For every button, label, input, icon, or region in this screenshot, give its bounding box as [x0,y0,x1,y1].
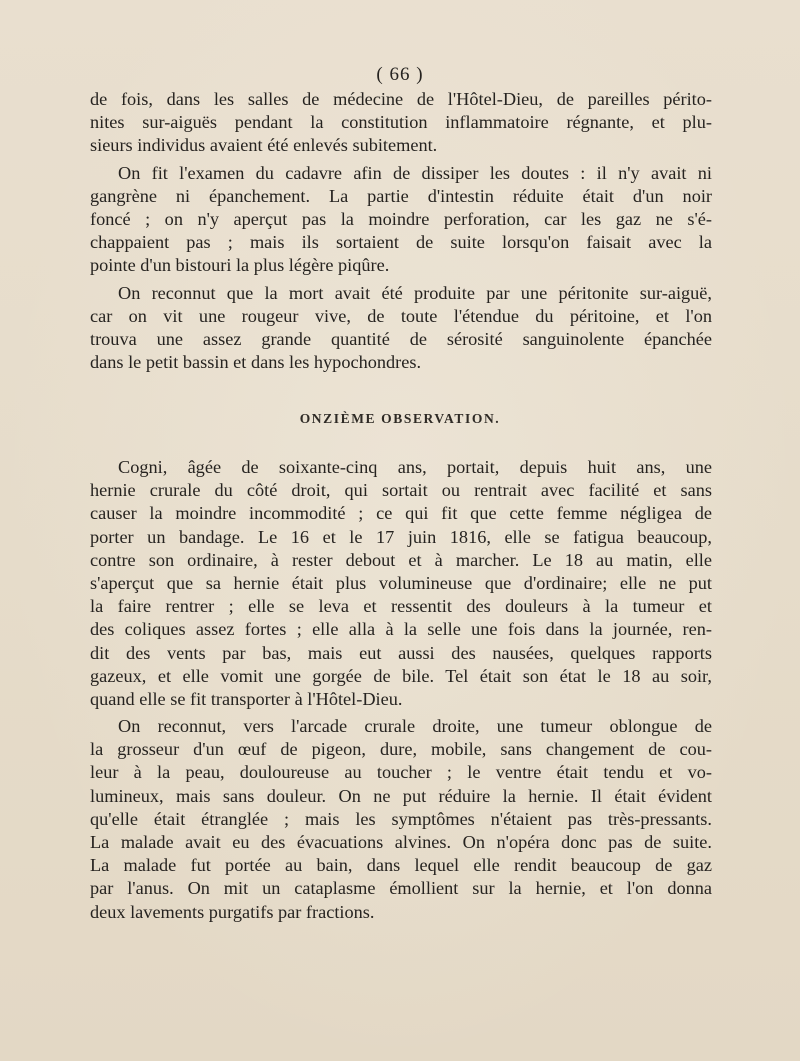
body-text-top [90,88,712,374]
text-line: trouva une assez grande quantité de sérosité sanguinolente épanchée [90,328,712,349]
text-line: quand elle se fit transporter à l'Hôtel-Dieu. [90,688,403,709]
text-line: leur à la peau, douloureuse au toucher ; le ventre était tendu et vo- [90,762,712,783]
text-line: dit des vents par bas, mais eut aussi des nausées, quelques rapports [90,642,712,663]
text-line: gazeux, et elle vomit une gorgée de bile. Tel était son état le 18 au soir, [90,665,712,686]
text-line: On fit l'examen du cadavre afin de dissiper les doutes : il n'y avait ni [118,162,712,183]
text-line: pointe d'un bistouri la plus légère piqûre. [90,255,390,276]
text-line: gangrène ni épanchement. La partie d'intestin réduite était d'un noir [90,185,712,206]
paragraph [90,715,712,924]
text-line: deux lavements purgatifs par fractions. [90,901,375,922]
text-line: de fois, dans les salles de médecine de l'Hôtel-Dieu, de pareilles périto- [90,89,712,109]
text-line: la faire rentrer ; elle se leva et ressentit des douleurs à la tumeur et [90,596,712,617]
text-line: On reconnut que la mort avait été produite par une péritonite sur-aiguë, [118,282,712,303]
text-line: la grosseur d'un œuf de pigeon, dure, mobile, sans changement de cou- [90,739,712,760]
text-line: La malade avait eu des évacuations alvines. On n'opéra donc pas de suite. [90,832,712,852]
text-line: lumineux, mais sans douleur. On ne put réduire la hernie. Il était évident [90,785,712,806]
text-line: foncé ; on n'y aperçut pas la moindre perforation, car les gaz ne s'é- [90,208,712,229]
page-number: ( 66 ) [376,64,424,85]
text-line: car on vit une rougeur vive, de toute l'étendue du péritoine, et l'on [90,305,712,326]
text-line: On reconnut, vers l'arcade crurale droite, une tumeur oblongue de [118,716,712,737]
paragraph [90,162,712,278]
text-line: hernie crurale du côté droit, qui sortait ou rentrait avec facilité et sans [90,480,712,501]
text-line: des coliques assez fortes ; elle alla à la selle une fois dans la journée, ren- [90,619,712,640]
text-line: chappaient pas ; mais ils sortaient de suite lorsqu'on faisait avec la [90,232,712,253]
text-line: La malade fut portée au bain, dans lequel elle rendit beaucoup de gaz [90,855,712,876]
text-line: dans le petit bassin et dans les hypochondres. [90,352,422,373]
text-line: nites sur-aiguës pendant la constitution inflammatoire régnante, et plu- [90,112,712,133]
text-line: Cogni, âgée de soixante-cinq ans, portait, depuis huit ans, une [118,457,712,477]
text-line: contre son ordinaire, à rester debout et à marcher. Le 18 au matin, elle [90,549,712,570]
section-heading: ONZIÈME OBSERVATION. [299,411,501,426]
text-line: par l'anus. On mit un cataplasme émollient sur la hernie, et l'on donna [90,878,712,899]
paragraph [90,456,712,711]
text-line: porter un bandage. Le 16 et le 17 juin 1816, elle se fatigua beaucoup, [90,526,712,547]
paragraph [90,88,712,158]
text-line: sieurs individus avaient été enlevés subitement. [90,135,438,156]
text-line: s'aperçut que sa hernie était plus volumineuse que d'ordinaire; elle ne put [90,572,712,593]
body-text-bottom [90,456,712,924]
text-line: qu'elle était étranglée ; mais les symptômes n'étaient pas très-pressants. [90,808,712,829]
text-line: causer la moindre incommodité ; ce qui fit que cette femme négligea de [90,503,712,524]
paragraph [90,282,712,375]
